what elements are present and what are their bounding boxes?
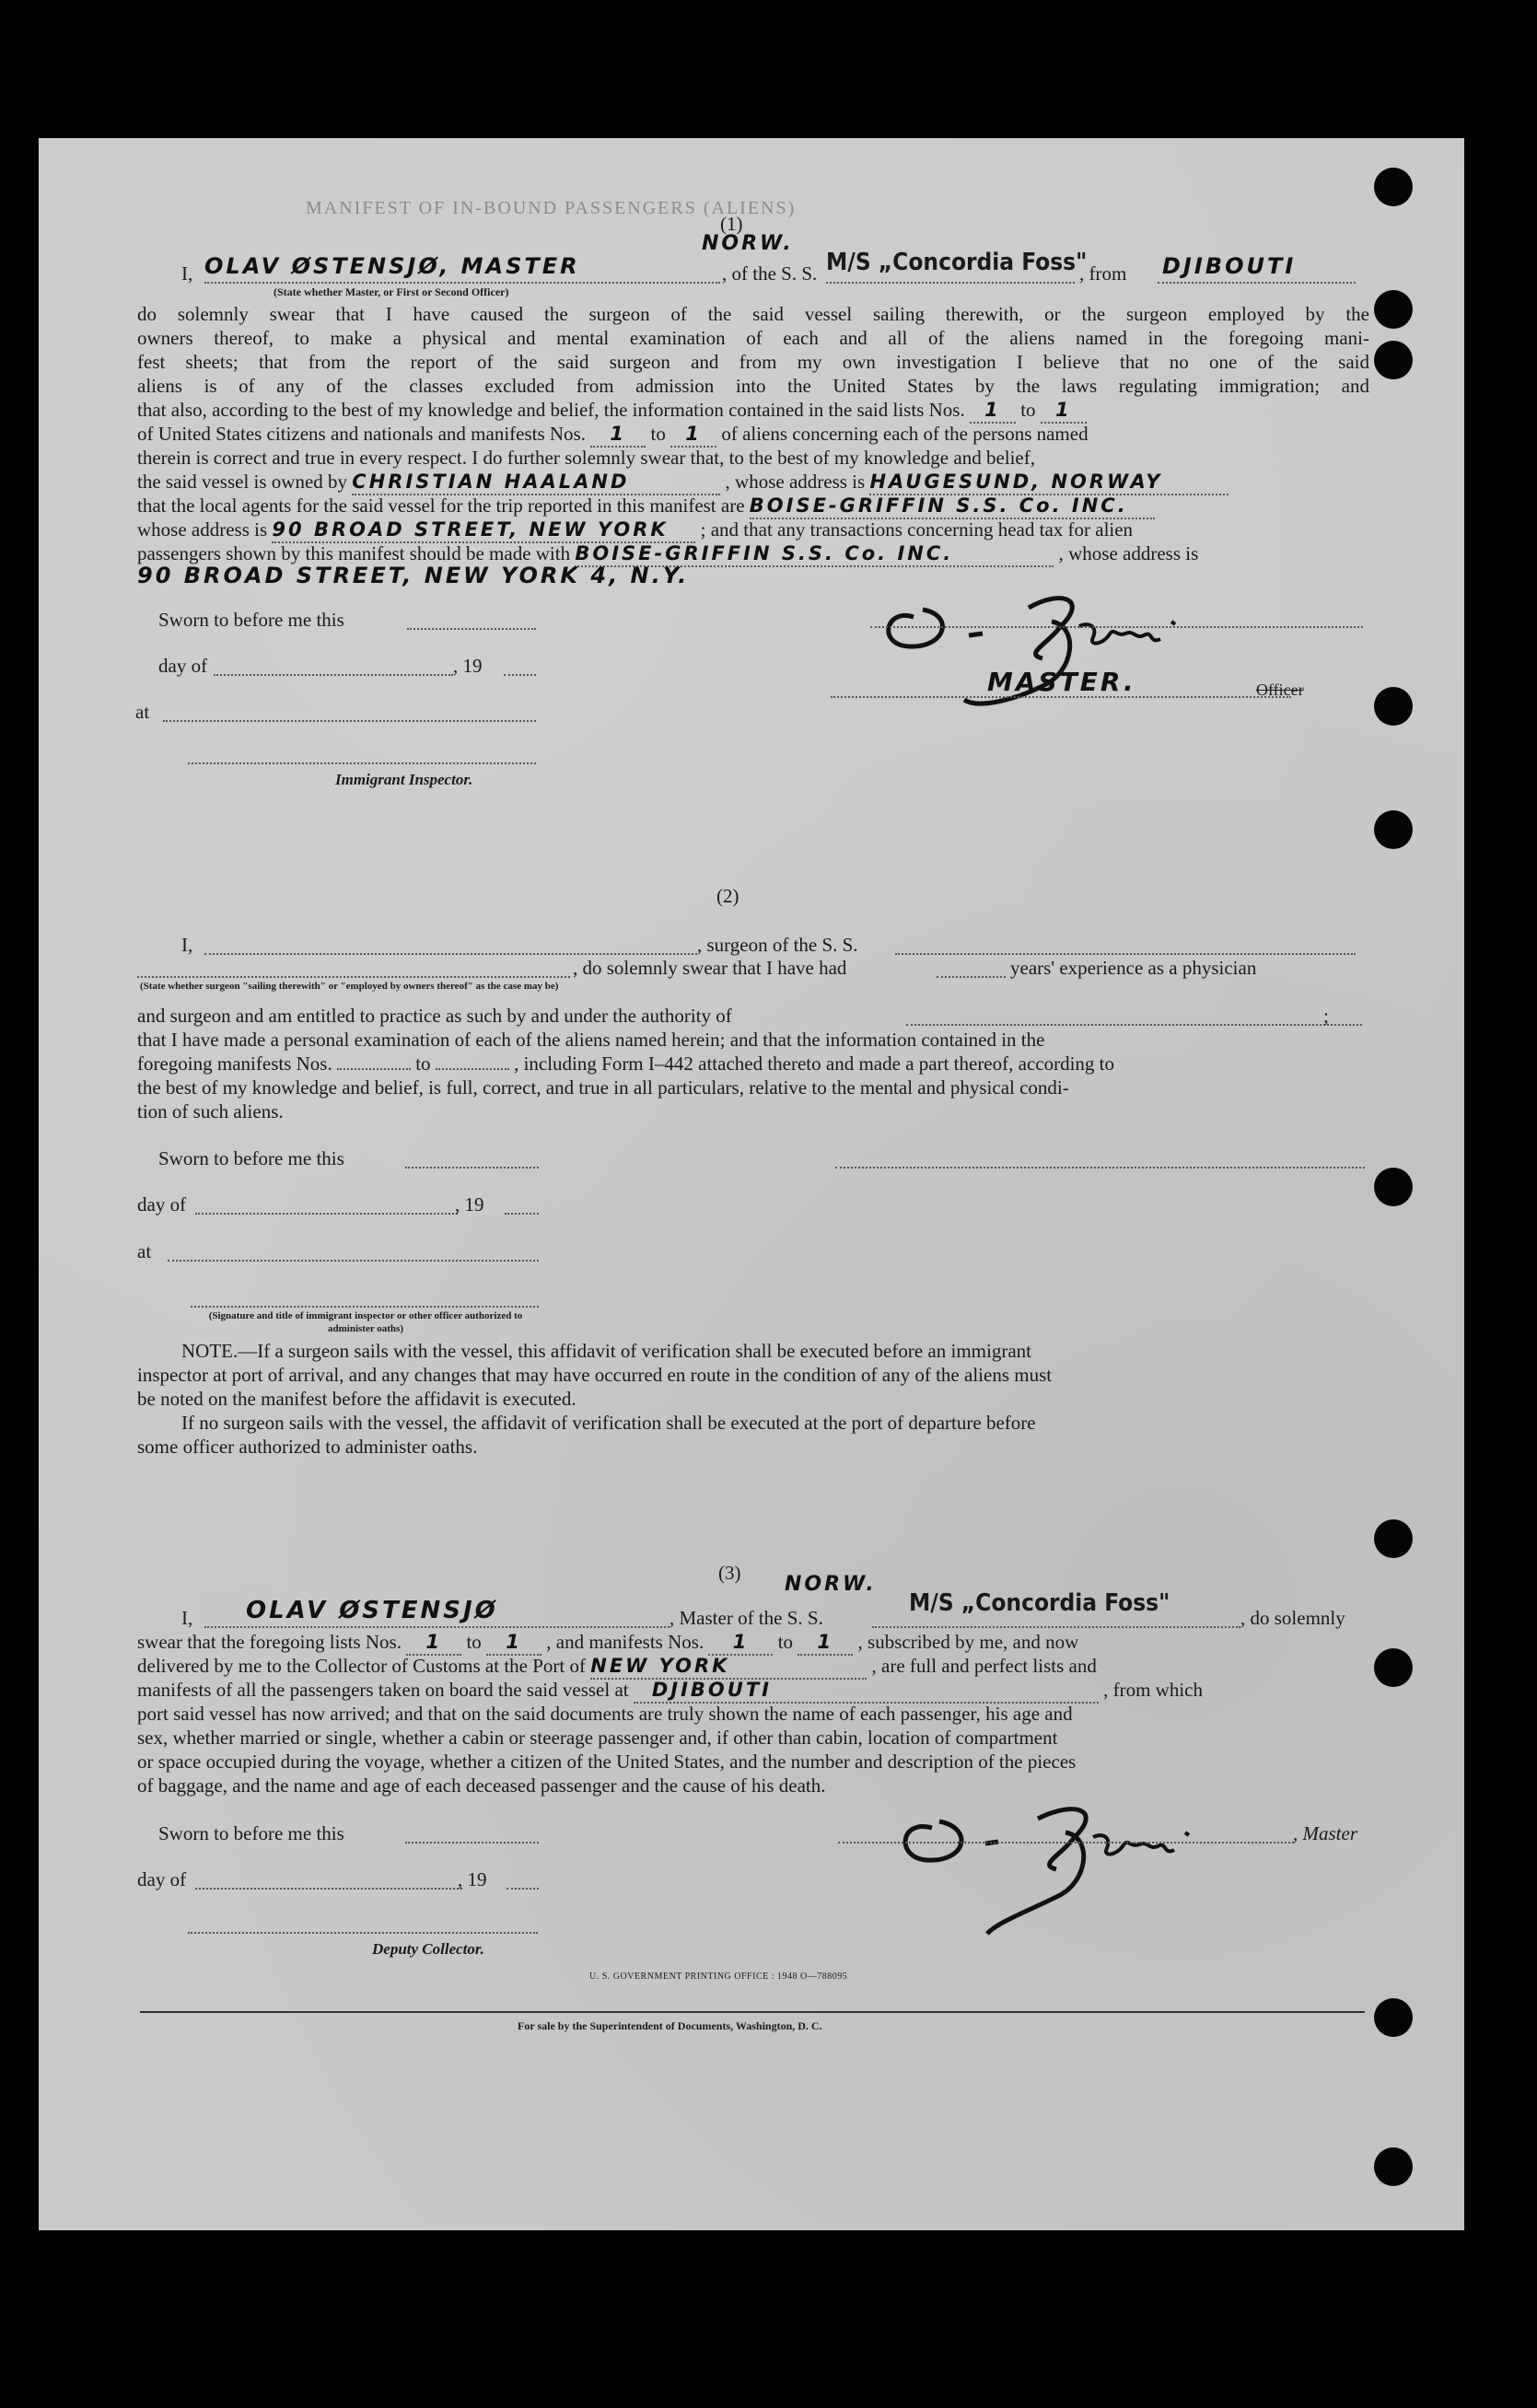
- board-port-handwritten: DJIBOUTI: [634, 1678, 1099, 1704]
- body-line: of baggage, and the name and age of each deceased passenger and the cause of his death.: [137, 1774, 826, 1797]
- swear-years-label: , do solemnly swear that I have had: [573, 957, 847, 979]
- intro-i: I,: [181, 262, 193, 285]
- board-line: [137, 1678, 1203, 1704]
- years-exp-label: years' experience as a physician: [1010, 957, 1257, 979]
- fill-line: [204, 282, 720, 284]
- year-label: , 19: [455, 1193, 484, 1216]
- note-label: NOTE.: [181, 1340, 239, 1362]
- lists-to: to: [466, 1631, 482, 1653]
- fill-line: [163, 720, 536, 722]
- owner-handwritten: CHRISTIAN HAALAND: [352, 470, 720, 495]
- fill-line: [1158, 282, 1356, 284]
- from-label: , from: [1079, 262, 1127, 285]
- body-line: tion of such aliens.: [137, 1100, 284, 1123]
- punch-hole: [1374, 1998, 1413, 2037]
- punch-hole: [1374, 687, 1413, 726]
- headtax-text: ; and that any transactions concerning head tax for alien: [700, 518, 1134, 541]
- note-line-2: inspector at port of arrival, and any changes that may have occurred en route in the condition of any of the aliens must: [137, 1364, 1053, 1386]
- signature-line: [838, 1842, 1294, 1844]
- subscribed-text: , subscribed by me, and now: [857, 1631, 1079, 1653]
- fill-line: [191, 1306, 539, 1308]
- master-label: , Master: [1293, 1822, 1357, 1844]
- manifests-line: [137, 1052, 1114, 1076]
- port-handwritten: NEW YORK: [590, 1654, 867, 1680]
- fill-line: [204, 1626, 670, 1628]
- manifests-line: [137, 422, 1089, 448]
- fill-line: [507, 1888, 539, 1890]
- fill-line: [831, 696, 1291, 698]
- vessel-name: M/S „Concordia Foss": [909, 1589, 1170, 1617]
- blank: [337, 1068, 411, 1070]
- fill-line: [407, 628, 536, 630]
- semicolon: ;: [1323, 1005, 1329, 1027]
- fill-line: [137, 976, 570, 978]
- sale-notice: For sale by the Superintendent of Documents, Washington, D. C.: [518, 2019, 822, 2032]
- lists-to-hand: 1: [1041, 398, 1087, 424]
- fill-line: [504, 674, 536, 676]
- manifests-to-hand: 1: [798, 1630, 853, 1656]
- agents-address-label: whose address is: [137, 518, 268, 541]
- fill-line: [168, 1260, 539, 1262]
- punch-hole: [1374, 341, 1413, 379]
- body-line-7: therein is correct and true in every respect. I do further solemnly swear that, to the best of my knowledge and belief,: [137, 447, 1035, 469]
- fill-line: [195, 1888, 462, 1890]
- lists-text: that also, according to the best of my knowledge and belief, the information contained in the said lists Nos.: [137, 399, 965, 421]
- signature-line: [870, 626, 1363, 628]
- fill-line: [505, 1213, 539, 1215]
- agents-address-handwritten: 90 BROAD STREET, NEW YORK: [272, 518, 695, 543]
- sworn-label: Sworn to before me this: [158, 1147, 344, 1169]
- port-label: delivered by me to the Collector of Customs at the Port of: [137, 1655, 586, 1677]
- port-text: , are full and perfect lists and: [871, 1655, 1097, 1677]
- body-line: do solemnly swear that I have caused the surgeon of the said vessel sailing therewith, or the surgeon employed by the: [137, 303, 1369, 325]
- oath-body: [137, 302, 1369, 398]
- master-name-handwritten: OLAV ØSTENSJØ: [246, 1597, 498, 1624]
- lists-to: to: [1020, 399, 1036, 421]
- vessel-name: M/S „Concordia Foss": [826, 249, 1088, 276]
- body-line: or space occupied during the voyage, whether a citizen of the United States, and the number and description of the pieces: [137, 1751, 1077, 1773]
- headtax-address-label: , whose address is: [1058, 542, 1199, 564]
- at-label: at: [137, 1240, 152, 1262]
- nationality-handwritten: NORW.: [702, 232, 794, 255]
- at-label: at: [135, 701, 150, 723]
- body-line: aliens is of any of the classes excluded from admission into the United States by the laws regulating immigration; and: [137, 375, 1369, 397]
- title-handwritten: MASTER.: [987, 667, 1136, 697]
- punch-hole: [1374, 1519, 1413, 1558]
- headtax-label: passengers shown by this manifest should be made with: [137, 542, 571, 564]
- fill-line: [195, 1213, 458, 1215]
- headtax-handwritten: BOISE-GRIFFIN S.S. Co. INC.: [575, 541, 1054, 567]
- collector-caption: Deputy Collector.: [372, 1940, 484, 1958]
- body-line: that I have made a personal examination of each of the aliens named herein; and that the information contained in the: [137, 1029, 1045, 1051]
- of-the-ss-label: , of the S. S.: [722, 262, 818, 285]
- note-line-3: be noted on the manifest before the affidavit is executed.: [137, 1388, 576, 1410]
- year-label: , 19: [453, 655, 483, 677]
- agents-address-line: [137, 518, 1133, 543]
- manifests-from-hand: 1: [590, 422, 646, 448]
- section-number: (3): [718, 1562, 741, 1584]
- body-line: port said vessel has now arrived; and that on the said documents are truly shown the name of each passenger, his age and: [137, 1703, 1073, 1725]
- manifest-affidavit-page: [39, 138, 1464, 2230]
- master-signature: [886, 1786, 1273, 1952]
- body-line: sex, whether married or single, whether a cabin or steerage passenger and, if other than cabin, location of compartment: [137, 1727, 1058, 1749]
- manifests-from-hand: 1: [708, 1630, 773, 1656]
- authority-line: and surgeon and am entitled to practice as such by and under the authority of: [137, 1005, 732, 1027]
- master-signature: [867, 571, 1254, 737]
- manifests-to: to: [650, 423, 666, 445]
- day-of-label: day of: [137, 1193, 187, 1216]
- body-line: owners thereof, to make a physical and mental examination of each and all of the aliens named in the foregoing mani-: [137, 327, 1369, 349]
- gpo-imprint: U. S. GOVERNMENT PRINTING OFFICE : 1948 O—788095: [589, 1972, 848, 1982]
- body-line: fest sheets; that from the report of the said surgeon and from my own investigation I believe that no one of the said: [137, 351, 1369, 373]
- manifests-label: foregoing manifests Nos.: [137, 1053, 332, 1075]
- surgeon-state-caption: (State whether surgeon "sailing therewith" or "employed by owners thereof" as the case may be): [140, 981, 559, 992]
- signature-caption: (Signature and title of immigrant inspector or other officer authorized to administer oaths): [208, 1310, 523, 1334]
- intro-i: I,: [181, 1607, 193, 1629]
- fill-line: [204, 953, 697, 955]
- fill-line: [872, 1626, 1240, 1628]
- inspector-caption: Immigrant Inspector.: [335, 771, 473, 788]
- fill-line: [188, 1932, 538, 1934]
- lists-to-hand: 1: [486, 1630, 541, 1656]
- punch-hole: [1374, 810, 1413, 849]
- note-line-5: some officer authorized to administer oaths.: [137, 1436, 478, 1458]
- fill-line: [188, 762, 536, 764]
- sworn-label: Sworn to before me this: [158, 609, 344, 631]
- master-of-label: , Master of the S. S.: [670, 1607, 823, 1629]
- note-line-4: If no surgeon sails with the vessel, the affidavit of verification shall be executed at the port of departure before: [181, 1412, 1036, 1434]
- section-number: (1): [720, 213, 743, 235]
- port-line: [137, 1654, 1097, 1680]
- bleed-through-text: MANIFEST OF IN-BOUND PASSENGERS (ALIENS): [306, 198, 797, 218]
- punch-hole: [1374, 168, 1413, 206]
- lists-from-hand: 1: [970, 398, 1016, 424]
- section-number: (2): [716, 885, 739, 907]
- lists-label: swear that the foregoing lists Nos.: [137, 1631, 402, 1653]
- nationality-handwritten: NORW.: [785, 1573, 877, 1596]
- manifests-to: to: [415, 1053, 431, 1075]
- state-caption: (State whether Master, or First or Second Officer): [274, 285, 509, 298]
- owner-address-handwritten: HAUGESUND, NORWAY: [869, 470, 1228, 495]
- lists-line: [137, 398, 1087, 424]
- lists-from-hand: 1: [406, 1630, 461, 1656]
- from-port-handwritten: DJIBOUTI: [1162, 253, 1297, 279]
- fill-line: [405, 1842, 539, 1844]
- footer-rule: [140, 2011, 1365, 2013]
- intro-i: I,: [181, 934, 193, 956]
- punch-hole: [1374, 1648, 1413, 1687]
- owner-line: [137, 470, 1228, 495]
- fill-line: [937, 976, 1006, 978]
- do-swear-label: , do solemnly: [1240, 1607, 1345, 1629]
- manifests-to: to: [777, 1631, 794, 1653]
- fill-line: [895, 953, 1356, 955]
- manifests-label: , and manifests Nos.: [546, 1631, 704, 1653]
- master-name-handwritten: OLAV ØSTENSJØ, MASTER: [204, 253, 580, 279]
- punch-hole: [1374, 1168, 1413, 1206]
- manifests-text: of United States citizens and nationals and manifests Nos.: [137, 423, 586, 445]
- headtax-address-handwritten: 90 BROAD STREET, NEW YORK 4, N.Y.: [137, 563, 690, 588]
- note-line-1: [181, 1339, 1031, 1363]
- board-text: , from which: [1103, 1679, 1203, 1701]
- owner-label: the said vessel is owned by: [137, 471, 348, 493]
- day-of-label: day of: [158, 655, 208, 677]
- agents-line: [137, 494, 1155, 519]
- manifests-text-b: of aliens concerning each of the persons named: [721, 423, 1089, 445]
- fill-line: [835, 1167, 1365, 1169]
- agents-handwritten: BOISE-GRIFFIN S.S. Co. INC.: [750, 494, 1155, 519]
- agents-label: that the local agents for the said vessel for the trip reported in this manifest are: [137, 494, 745, 517]
- day-of-label: day of: [137, 1868, 187, 1890]
- year-label: , 19: [458, 1868, 487, 1890]
- body-line: the best of my knowledge and belief, is full, correct, and true in all particulars, relative to the mental and physical condi-: [137, 1076, 1069, 1099]
- fill-line: [906, 1024, 1362, 1026]
- fill-line: [214, 674, 453, 676]
- sworn-label: Sworn to before me this: [158, 1822, 344, 1844]
- surgeon-of-label: , surgeon of the S. S.: [697, 934, 858, 956]
- officer-struck: Officer: [1256, 681, 1304, 699]
- punch-hole: [1374, 2147, 1413, 2186]
- note-text: —If a surgeon sails with the vessel, this affidavit of verification shall be executed before an immigrant: [238, 1340, 1031, 1362]
- lists-line: [137, 1630, 1078, 1656]
- owner-address-label: , whose address is: [725, 471, 866, 493]
- board-label: manifests of all the passengers taken on board the said vessel at: [137, 1679, 629, 1701]
- blank: [436, 1068, 509, 1070]
- fill-line: [405, 1167, 539, 1169]
- manifests-to-hand: 1: [670, 422, 716, 448]
- fill-line: [826, 282, 1075, 284]
- punch-hole: [1374, 290, 1413, 329]
- manifests-text: , including Form I–442 attached thereto and made a part thereof, according to: [514, 1053, 1114, 1075]
